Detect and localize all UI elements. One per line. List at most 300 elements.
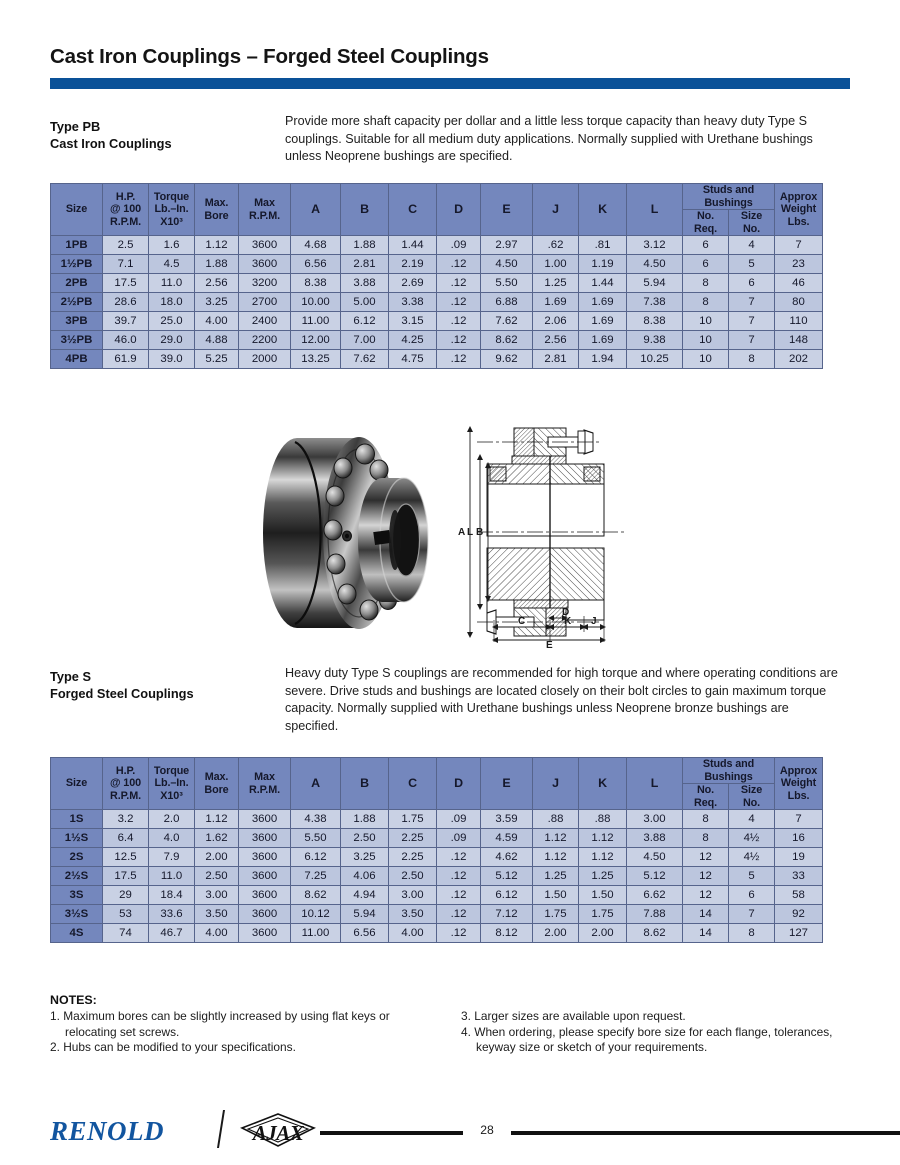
cell-no-req: 10 [683, 331, 729, 350]
cell-weight: 23 [775, 255, 823, 274]
th-studs-and-bushings: Studs and Bushings [683, 758, 775, 784]
cell-size-no: 8 [729, 924, 775, 943]
cell-max-bore: 5.25 [195, 350, 239, 369]
coupling-photograph [243, 418, 448, 646]
cell-c: 4.00 [389, 924, 437, 943]
cell-c: 1.75 [389, 810, 437, 829]
footer-rule-left [320, 1131, 463, 1135]
cell-max-bore: 1.62 [195, 829, 239, 848]
cell-weight: 127 [775, 924, 823, 943]
cell-torque: 29.0 [149, 331, 195, 350]
table-row [51, 350, 823, 369]
cell-max-rpm: 3600 [239, 848, 291, 867]
cell-e: 7.62 [481, 312, 533, 331]
cell-max-rpm: 3600 [239, 255, 291, 274]
cell-b: 2.50 [341, 829, 389, 848]
cell-max-bore: 4.88 [195, 331, 239, 350]
cell-b: 1.88 [341, 236, 389, 255]
cell-weight: 148 [775, 331, 823, 350]
cell-j: 1.69 [533, 293, 579, 312]
cell-size: 4S [51, 924, 103, 943]
cell-max-bore: 2.56 [195, 274, 239, 293]
th-dim-l: L [627, 758, 683, 810]
cell-k: 1.19 [579, 255, 627, 274]
cell-size: 3½S [51, 905, 103, 924]
th-dim-a: A [291, 184, 341, 236]
cell-d: .12 [437, 848, 481, 867]
cell-weight: 58 [775, 886, 823, 905]
cell-size-no: 4 [729, 236, 775, 255]
cell-c: 3.15 [389, 312, 437, 331]
cell-l: 8.62 [627, 924, 683, 943]
cell-d: .09 [437, 829, 481, 848]
cell-d: .12 [437, 255, 481, 274]
cell-k: 1.50 [579, 886, 627, 905]
cell-torque: 7.9 [149, 848, 195, 867]
cell-d: .12 [437, 350, 481, 369]
cell-max-bore: 4.00 [195, 924, 239, 943]
cell-l: 8.38 [627, 312, 683, 331]
cell-c: 2.69 [389, 274, 437, 293]
cell-max-rpm: 3600 [239, 236, 291, 255]
th-dim-d: D [437, 184, 481, 236]
th-dim-a: A [291, 758, 341, 810]
cell-weight: 92 [775, 905, 823, 924]
renold-logo: RENOLD [50, 1116, 165, 1146]
cell-size-no: 7 [729, 312, 775, 331]
cell-d: .09 [437, 236, 481, 255]
cell-b: 1.88 [341, 810, 389, 829]
cell-l: 4.50 [627, 255, 683, 274]
cell-c: 3.38 [389, 293, 437, 312]
cell-torque: 4.0 [149, 829, 195, 848]
th-dim-e: E [481, 758, 533, 810]
th-size: Size [51, 184, 103, 236]
table-row [51, 867, 823, 886]
cell-b: 5.00 [341, 293, 389, 312]
th-hp: H.P. @ 100 R.P.M. [103, 758, 149, 810]
th-dim-c: C [389, 758, 437, 810]
cell-k: 1.25 [579, 867, 627, 886]
cell-max-rpm: 3200 [239, 274, 291, 293]
cell-k: 1.69 [579, 312, 627, 331]
dim-label-d: D [562, 607, 570, 618]
type-s-label-line2: Forged Steel Couplings [50, 686, 194, 701]
cell-torque: 46.7 [149, 924, 195, 943]
th-hp: H.P. @ 100 R.P.M. [103, 184, 149, 236]
cell-max-bore: 1.12 [195, 236, 239, 255]
cell-max-bore: 3.50 [195, 905, 239, 924]
notes-left-column [50, 1009, 439, 1056]
cell-c: 4.25 [389, 331, 437, 350]
cell-size: 2½S [51, 867, 103, 886]
cell-e: 4.59 [481, 829, 533, 848]
cell-weight: 16 [775, 829, 823, 848]
th-torque: Torque Lb.–In. X10³ [149, 184, 195, 236]
cell-l: 10.25 [627, 350, 683, 369]
cell-no-req: 6 [683, 236, 729, 255]
cell-size-no: 5 [729, 255, 775, 274]
cell-e: 9.62 [481, 350, 533, 369]
cell-torque: 33.6 [149, 905, 195, 924]
cell-hp: 2.5 [103, 236, 149, 255]
cell-e: 4.50 [481, 255, 533, 274]
cell-d: .12 [437, 293, 481, 312]
ajax-logo [238, 1112, 318, 1148]
dim-label-k: K [564, 616, 572, 627]
table-row [51, 810, 823, 829]
cell-size: 1½S [51, 829, 103, 848]
cell-weight: 46 [775, 274, 823, 293]
cell-e: 3.59 [481, 810, 533, 829]
cell-c: 3.50 [389, 905, 437, 924]
cell-k: 1.75 [579, 905, 627, 924]
cell-l: 5.12 [627, 867, 683, 886]
cell-hp: 29 [103, 886, 149, 905]
cell-k: .81 [579, 236, 627, 255]
table-row [51, 293, 823, 312]
type-s-description: Heavy duty Type S couplings are recommended for high torque and where operating conditions are severe. Drive studs and bushings are located closely on their bolt circles to gain maximum torque capacity. Normally supplied with Urethane bushings unless Neoprene bronze bushings are specified. [285, 666, 838, 733]
table-row [51, 312, 823, 331]
th-dim-j: J [533, 184, 579, 236]
cell-e: 8.12 [481, 924, 533, 943]
cell-torque: 11.0 [149, 274, 195, 293]
cell-c: 2.25 [389, 848, 437, 867]
footer-rule-right [511, 1131, 900, 1135]
cell-weight: 7 [775, 810, 823, 829]
cell-e: 6.12 [481, 886, 533, 905]
cell-weight: 19 [775, 848, 823, 867]
cell-hp: 74 [103, 924, 149, 943]
cell-max-rpm: 2200 [239, 331, 291, 350]
dim-label-j: J [591, 616, 597, 627]
cell-hp: 61.9 [103, 350, 149, 369]
cell-b: 6.12 [341, 312, 389, 331]
cell-b: 4.94 [341, 886, 389, 905]
pb-table-body [51, 236, 823, 369]
th-max-bore: Max. Bore [195, 758, 239, 810]
cell-k: 2.00 [579, 924, 627, 943]
cell-b: 7.00 [341, 331, 389, 350]
cell-torque: 18.0 [149, 293, 195, 312]
type-pb-spec-table [50, 183, 823, 369]
cell-a: 5.50 [291, 829, 341, 848]
cell-size: 2½PB [51, 293, 103, 312]
cell-size-no: 6 [729, 274, 775, 293]
cell-torque: 4.5 [149, 255, 195, 274]
cell-a: 4.38 [291, 810, 341, 829]
cell-e: 4.62 [481, 848, 533, 867]
note-item: 4. When ordering, please specify bore size for each flange, tolerances, keyway size or sketch of your requirements. [461, 1024, 833, 1055]
cell-max-bore: 2.00 [195, 848, 239, 867]
cell-no-req: 10 [683, 312, 729, 331]
cell-max-rpm: 2700 [239, 293, 291, 312]
dim-label-b: B [476, 527, 484, 538]
cell-j: .62 [533, 236, 579, 255]
th-dim-b: B [341, 184, 389, 236]
cell-k: .88 [579, 810, 627, 829]
cell-a: 10.12 [291, 905, 341, 924]
page-footer [50, 1104, 850, 1150]
cell-max-bore: 3.25 [195, 293, 239, 312]
cell-no-req: 12 [683, 886, 729, 905]
cell-a: 11.00 [291, 312, 341, 331]
cell-torque: 2.0 [149, 810, 195, 829]
cell-d: .12 [437, 905, 481, 924]
cell-k: 1.94 [579, 350, 627, 369]
cell-k: 1.69 [579, 331, 627, 350]
cell-b: 2.81 [341, 255, 389, 274]
cell-d: .12 [437, 274, 481, 293]
cell-k: 1.44 [579, 274, 627, 293]
th-size-no: Size No. [729, 784, 775, 810]
cell-size-no: 4 [729, 810, 775, 829]
notes-right-column [461, 1009, 850, 1056]
cell-max-rpm: 3600 [239, 924, 291, 943]
type-pb-label-line2: Cast Iron Couplings [50, 136, 172, 151]
table-row [51, 848, 823, 867]
cell-c: 2.25 [389, 829, 437, 848]
cell-a: 8.38 [291, 274, 341, 293]
cell-d: .09 [437, 810, 481, 829]
cell-max-bore: 3.00 [195, 886, 239, 905]
cell-k: 1.69 [579, 293, 627, 312]
cell-a: 7.25 [291, 867, 341, 886]
logo-divider [217, 1110, 225, 1148]
th-max-rpm: Max R.P.M. [239, 184, 291, 236]
cell-l: 7.38 [627, 293, 683, 312]
cell-max-rpm: 2000 [239, 350, 291, 369]
cell-size-no: 5 [729, 867, 775, 886]
coupling-section-drawing [452, 420, 634, 648]
cell-k: 1.12 [579, 829, 627, 848]
cell-l: 3.88 [627, 829, 683, 848]
cell-size-no: 4½ [729, 829, 775, 848]
table-row [51, 886, 823, 905]
cell-size-no: 4½ [729, 848, 775, 867]
cell-size-no: 8 [729, 350, 775, 369]
cell-j: .88 [533, 810, 579, 829]
cell-size-no: 7 [729, 905, 775, 924]
cell-j: 1.50 [533, 886, 579, 905]
cell-j: 1.12 [533, 848, 579, 867]
type-s-label-line1: Type S [50, 669, 92, 684]
cell-max-rpm: 3600 [239, 867, 291, 886]
notes-title: NOTES: [50, 993, 97, 1007]
th-dim-b: B [341, 758, 389, 810]
table-row [51, 236, 823, 255]
cell-hp: 17.5 [103, 274, 149, 293]
cell-no-req: 8 [683, 810, 729, 829]
th-approx-weight: Approx Weight Lbs. [775, 184, 823, 236]
th-max-rpm: Max R.P.M. [239, 758, 291, 810]
cell-max-rpm: 3600 [239, 905, 291, 924]
cell-no-req: 12 [683, 867, 729, 886]
cell-a: 11.00 [291, 924, 341, 943]
cell-a: 12.00 [291, 331, 341, 350]
cell-l: 9.38 [627, 331, 683, 350]
cell-k: 1.12 [579, 848, 627, 867]
table-row [51, 331, 823, 350]
table-row [51, 905, 823, 924]
dim-label-c: C [518, 616, 526, 627]
cell-size: 1½PB [51, 255, 103, 274]
cell-hp: 39.7 [103, 312, 149, 331]
type-pb-description: Provide more shaft capacity per dollar and a little less torque capacity than heavy duty Type S couplings. Suitable for all medium duty applications. Normally supplied with Urethane bushings unless Neoprene bushings are specified. [285, 114, 813, 163]
cell-hp: 46.0 [103, 331, 149, 350]
cell-a: 6.56 [291, 255, 341, 274]
table-row [51, 255, 823, 274]
th-approx-weight: Approx Weight Lbs. [775, 758, 823, 810]
cell-size: 1PB [51, 236, 103, 255]
cell-no-req: 10 [683, 350, 729, 369]
cell-size-no: 7 [729, 293, 775, 312]
cell-hp: 12.5 [103, 848, 149, 867]
th-size: Size [51, 758, 103, 810]
cell-j: 2.06 [533, 312, 579, 331]
table-row [51, 829, 823, 848]
cell-l: 7.88 [627, 905, 683, 924]
cell-weight: 202 [775, 350, 823, 369]
dim-label-a: A [458, 527, 466, 538]
notes-section [50, 993, 850, 1056]
cell-hp: 6.4 [103, 829, 149, 848]
cell-no-req: 8 [683, 829, 729, 848]
ajax-logo-text: AJAX [252, 1121, 304, 1145]
cell-a: 6.12 [291, 848, 341, 867]
th-dim-k: K [579, 184, 627, 236]
table-row [51, 274, 823, 293]
th-no-req: No. Req. [683, 210, 729, 236]
note-item: 1. Maximum bores can be slightly increased by using flat keys or relocating set screws. [50, 1009, 390, 1039]
dim-label-e: E [546, 640, 553, 648]
cell-max-rpm: 3600 [239, 810, 291, 829]
cell-j: 1.25 [533, 274, 579, 293]
cell-a: 4.68 [291, 236, 341, 255]
cell-max-rpm: 3600 [239, 829, 291, 848]
cell-l: 3.12 [627, 236, 683, 255]
cell-c: 4.75 [389, 350, 437, 369]
cell-max-bore: 4.00 [195, 312, 239, 331]
cell-d: .12 [437, 886, 481, 905]
cell-l: 5.94 [627, 274, 683, 293]
cell-a: 8.62 [291, 886, 341, 905]
cell-max-bore: 1.12 [195, 810, 239, 829]
cell-hp: 28.6 [103, 293, 149, 312]
th-size-no: Size No. [729, 210, 775, 236]
note-item: 2. Hubs can be modified to your specifications. [50, 1040, 296, 1055]
cell-l: 4.50 [627, 848, 683, 867]
cell-b: 3.88 [341, 274, 389, 293]
cell-torque: 25.0 [149, 312, 195, 331]
th-dim-c: C [389, 184, 437, 236]
cell-max-rpm: 2400 [239, 312, 291, 331]
cell-size: 3½PB [51, 331, 103, 350]
th-dim-j: J [533, 758, 579, 810]
cell-e: 8.62 [481, 331, 533, 350]
cell-size: 2PB [51, 274, 103, 293]
cell-j: 1.75 [533, 905, 579, 924]
th-dim-k: K [579, 758, 627, 810]
th-dim-d: D [437, 758, 481, 810]
th-no-req: No. Req. [683, 784, 729, 810]
cell-max-bore: 2.50 [195, 867, 239, 886]
type-s-spec-table [50, 757, 823, 943]
cell-size: 3S [51, 886, 103, 905]
cell-l: 6.62 [627, 886, 683, 905]
table-row [51, 924, 823, 943]
cell-c: 3.00 [389, 886, 437, 905]
cell-weight: 110 [775, 312, 823, 331]
cell-d: .12 [437, 924, 481, 943]
cell-l: 3.00 [627, 810, 683, 829]
cell-e: 5.50 [481, 274, 533, 293]
cell-no-req: 6 [683, 255, 729, 274]
cell-no-req: 8 [683, 293, 729, 312]
cell-weight: 7 [775, 236, 823, 255]
cell-c: 1.44 [389, 236, 437, 255]
cell-size-no: 7 [729, 331, 775, 350]
cell-hp: 17.5 [103, 867, 149, 886]
cell-torque: 18.4 [149, 886, 195, 905]
s-table-body [51, 810, 823, 943]
type-pb-label-line1: Type PB [50, 119, 101, 134]
dim-label-l: L [467, 527, 474, 538]
cell-j: 1.12 [533, 829, 579, 848]
cell-j: 2.81 [533, 350, 579, 369]
coupling-photo-svg [243, 418, 448, 646]
title-accent-rule [50, 78, 850, 89]
cell-b: 4.06 [341, 867, 389, 886]
cell-size: 1S [51, 810, 103, 829]
cell-size: 2S [51, 848, 103, 867]
cell-torque: 11.0 [149, 867, 195, 886]
cell-b: 7.62 [341, 350, 389, 369]
cell-d: .12 [437, 331, 481, 350]
cell-d: .12 [437, 312, 481, 331]
cell-b: 6.56 [341, 924, 389, 943]
cell-d: .12 [437, 867, 481, 886]
page-title: Cast Iron Couplings – Forged Steel Couplings [50, 45, 489, 68]
cell-b: 3.25 [341, 848, 389, 867]
th-dim-e: E [481, 184, 533, 236]
cell-j: 1.00 [533, 255, 579, 274]
cell-size: 4PB [51, 350, 103, 369]
cell-b: 5.94 [341, 905, 389, 924]
cell-j: 2.00 [533, 924, 579, 943]
cell-weight: 80 [775, 293, 823, 312]
cell-size: 3PB [51, 312, 103, 331]
cell-e: 7.12 [481, 905, 533, 924]
cell-no-req: 8 [683, 274, 729, 293]
cell-hp: 53 [103, 905, 149, 924]
cell-c: 2.50 [389, 867, 437, 886]
cell-torque: 39.0 [149, 350, 195, 369]
cell-hp: 7.1 [103, 255, 149, 274]
cell-a: 13.25 [291, 350, 341, 369]
cell-e: 6.88 [481, 293, 533, 312]
type-s-label-block [50, 668, 194, 702]
page-number: 28 [480, 1123, 494, 1137]
th-torque: Torque Lb.–In. X10³ [149, 758, 195, 810]
cell-e: 2.97 [481, 236, 533, 255]
note-item: 3. Larger sizes are available upon request. [461, 1009, 686, 1023]
cell-weight: 33 [775, 867, 823, 886]
cell-hp: 3.2 [103, 810, 149, 829]
cell-no-req: 14 [683, 905, 729, 924]
cell-no-req: 14 [683, 924, 729, 943]
cell-no-req: 12 [683, 848, 729, 867]
